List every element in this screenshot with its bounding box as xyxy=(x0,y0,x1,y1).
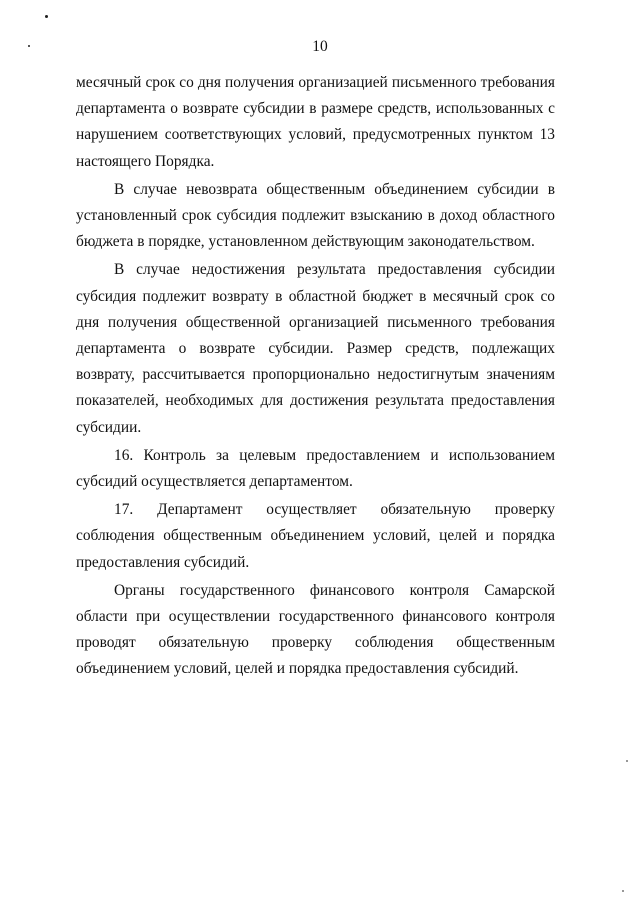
page-number: 10 xyxy=(312,38,328,55)
paragraph-result-not-achieved: В случае недостижения результата предоставления субсидии субсидия подлежит возврату в областной бюджет в месячный срок со дня получения общественной организацией письменного требования департамента о возврате субсидии. Размер средств, подлежащих возврату, рассчитывается пропорционально недостигнутым значениям показателей, необходимых для достижения результата предоставления субсидии. xyxy=(76,261,555,436)
paragraph-financial-control: Органы государственного финансового контроля Самарской области при осуществлении государственного финансового контроля проводят обязательную проверку соблюдения общественным объединением условий, целей и порядка предоставления субсидий. xyxy=(76,581,555,678)
scan-speck xyxy=(626,760,628,762)
scan-speck xyxy=(622,890,624,892)
paragraph-continuation: месячный срок со дня получения организацией письменного требования департамента о возврате субсидии в размере средств, использованных с нарушением соответствующих условий, предусмотренных пунктом 13 настоящего Порядка. xyxy=(76,74,555,170)
paragraph-item-17: 17. Департамент осуществляет обязательную проверку соблюдения общественным объединением условий, целей и порядка предоставления субсидий. xyxy=(76,501,555,571)
scan-speck xyxy=(45,15,48,18)
document-body xyxy=(76,70,555,685)
paragraph-nonreturn: В случае невозврата общественным объединением субсидии в установленный срок субсидия подлежит взысканию в доход областного бюджета в порядке, установленном действующим законодательством. xyxy=(76,180,555,251)
paragraph-item-16: 16. Контроль за целевым предоставлением и использованием субсидий осуществляется департаментом. xyxy=(76,446,555,491)
